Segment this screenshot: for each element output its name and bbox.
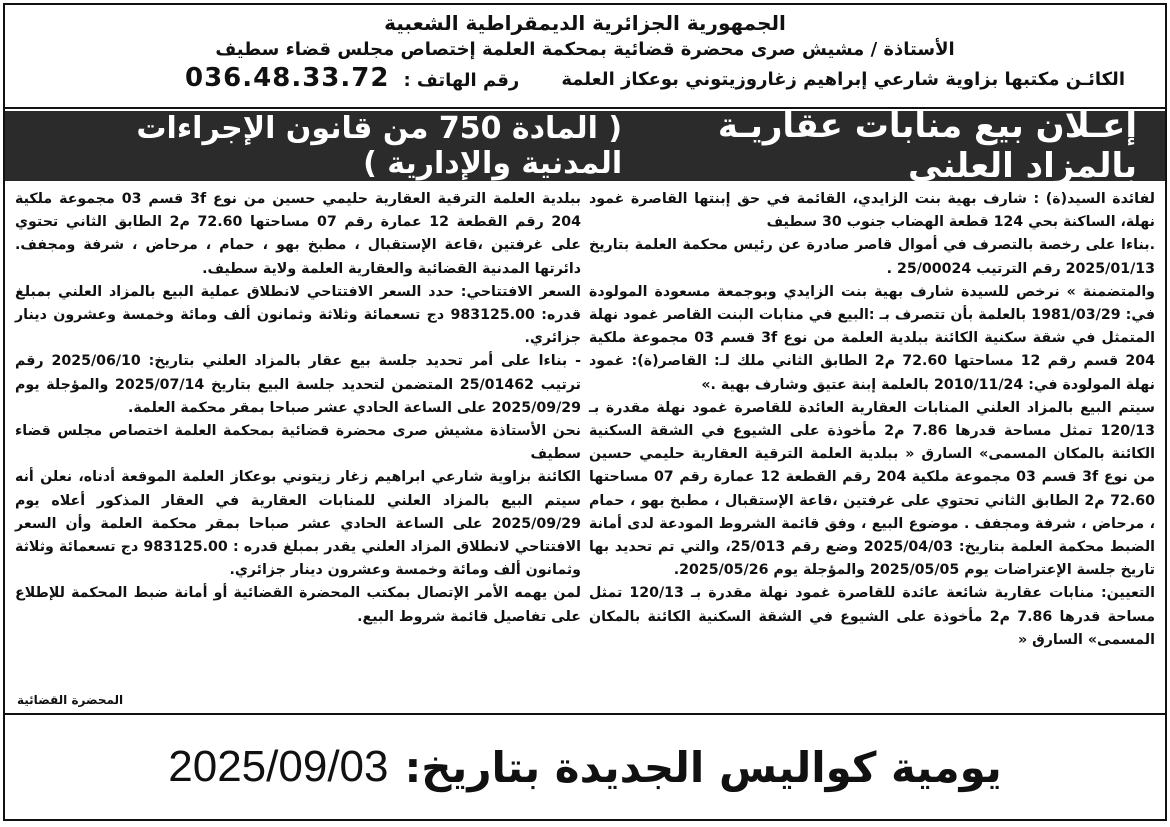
legal-notice-page bbox=[3, 3, 1167, 821]
republic-title: الجمهورية الجزائرية الديمقراطية الشعبية bbox=[384, 11, 786, 35]
paragraph: والمتضمنة » نرخص للسيدة شارف بهية بنت الزايدي وبوجمعة مسعودة المولودة في: 1981/03/29 بالعلمة بأن تتصرف بـ :البيع في منابات البنت القاصر غمود نهلة المتمثل في شقة سكنية الكائنة ببلدية العلمة من نوع 3f قسم 03 مجموعة ملكية 204 قسم رقم 12 مساحتها 72.60 م2 الطابق الثاني ملك لـ: القاصر(ة): غمود نهلة المولودة في: 2010/11/24 بالعلمة إبنة عتيق وشارف بهية .» bbox=[589, 283, 1155, 393]
paragraph: سيتم البيع بالمزاد العلني المنابات العقارية العائدة للقاصرة غمود نهلة مقدرة بـ 120/13 تمثل مساحة قدرها 7.86 م2 مأخوذة على الشيوع في الشقة السكنية الكائنة بالمكان المسمى» السارق « ببلدية العلمة الترقية العقارية حليمي حسين من نوع 3f قسم 03 مجموعة ملكية 204 رقم القطعة 12 عمارة رقم 07 مساحتها 72.60 م2 الطابق الثاني تحتوي على غرفتين ،قاعة الإستقبال ، مطبخ بهو ، حمام ، مرحاض ، شرفة ومجفف . موضوع البيع ، وفق قائمة الشروط المودعة لدى أمانة الضبط محكمة العلمة بتاريخ: 2025/04/03 وضع رقم 25/013، والتي تم تحديد بها تاريخ جلسة الإعتراضات يوم 2025/05/05 والمؤجلة يوم 2025/05/26. bbox=[589, 399, 1156, 579]
paragraph: - بناءا على أمر تحديد جلسة بيع عقار بالمزاد العلني بتاريخ: 2025/06/10 رقم ترتيب 25/01462 المتضمن لتحديد جلسة البيع بتاريخ 2025/07/14 والمؤجلة يوم 2025/09/29 على الساعة الحادي عشر صباحا بمقر محكمة العلمة. bbox=[15, 353, 581, 416]
bailiff-line: الأستاذة / مشيش صرى محضرة قضائية بمحكمة العلمة إختصاص مجلس قضاء سطيف bbox=[215, 39, 955, 60]
notice-body bbox=[5, 188, 1165, 688]
publication-date: 2025/09/03 bbox=[168, 742, 389, 791]
office-address: الكائـن مكتبها بزاوية شارعي إبراهيم زغاروزيتوني بوعكاز العلمة bbox=[561, 68, 1125, 90]
legal-article: ( المادة 750 من قانون الإجراءات المدنية والإدارية ) bbox=[136, 111, 623, 181]
paragraph: لمن يهمه الأمر الإتصال بمكتب المحضرة القضائية أو أمانة ضبط المحكمة للإطلاع على تفاصيل قائمة شروط البيع. bbox=[15, 585, 581, 625]
paragraph: السعر الافتتاحي: حدد السعر الافتتاحي لانطلاق عملية البيع بالمزاد العلني بمبلغ قدره: 983125.00 دج تسعمائة وثلاثة وثمانون ألف ومائة وخمسة وعشرون دينار جزائري. bbox=[15, 283, 581, 347]
address-line bbox=[5, 63, 1165, 96]
phone-number: 036.48.33.72 bbox=[185, 63, 390, 93]
paragraph: الكائنة بزاوية شارعي ابراهيم زغار زيتوني بوعكاز العلمة الموقعة أدناه، نعلن أنه سيتم البيع بالمزاد العلني للمنابات العقارية في العقار المذكور أعلاه يوم 2025/09/29 على الساعة الحادي عشر صباحا بمقر محكمة العلمة وأن السعر الافتتاحي لانطلاق المزاد العلني يقدر بمبلغ قدره : 983125.00 دج تسعمائة وثلاثة وثمانون ألف ومائة وخمسة وعشرون دينار جزائري. bbox=[15, 469, 581, 579]
newspaper-label: يومية كواليس الجديدة بتاريخ: bbox=[404, 742, 1002, 792]
paragraph: .بناءا على رخصة بالتصرف في أموال قاصر صادرة عن رئيس محكمة العلمة بتاريخ 2025/01/13 رقم الترتيب 25/00024 . bbox=[589, 237, 1155, 277]
title-banner bbox=[5, 106, 1165, 186]
right-column bbox=[589, 188, 1155, 652]
phone-label: رقم الهاتف : bbox=[403, 70, 520, 91]
phone-block bbox=[185, 63, 519, 96]
notice-header bbox=[5, 5, 1165, 109]
paragraph: لفائدة السيد(ة) : شارف بهية بنت الزايدي، القائمة في حق إبنتها القاصرة غمود نهلة، الساكنة بحي 124 قطعة الهضاب جنوب 30 سطيف bbox=[589, 191, 1155, 231]
publication-footer bbox=[5, 713, 1165, 819]
notice-title: إعـلان بيع منابات عقاريـة بالمزاد العلني bbox=[717, 106, 1137, 186]
paragraph: التعيين: منابات عقارية شائعة عائدة للقاصرة غمود نهلة مقدرة بـ 120/13 تمثل مساحة قدرها 7.86 م2 مأخوذة على الشيوع في الشقة السكنية الكائنة بالمكان المسمى» السارق « bbox=[589, 585, 1156, 648]
signature-label: المحضرة القضائية bbox=[17, 693, 124, 707]
paragraph: نحن الأستاذة مشيش صرى محضرة قضائية بمحكمة العلمة اختصاص مجلس قضاء سطيف bbox=[15, 423, 581, 463]
paragraph: ببلدية العلمة الترقية العقارية حليمي حسين من نوع 3f قسم 03 مجموعة ملكية 204 رقم القطعة 12 عمارة رقم 07 مساحتها 72.60 م2 الطابق الثاني تحتوي على غرفتين ،قاعة الإستقبال ، مطبخ بهو ، حمام ، مرحاض ، شرفة ومجفف. دائرتها المدنية القضائية والعقارية العلمة ولاية سطيف. bbox=[15, 191, 582, 277]
left-column bbox=[15, 188, 581, 629]
